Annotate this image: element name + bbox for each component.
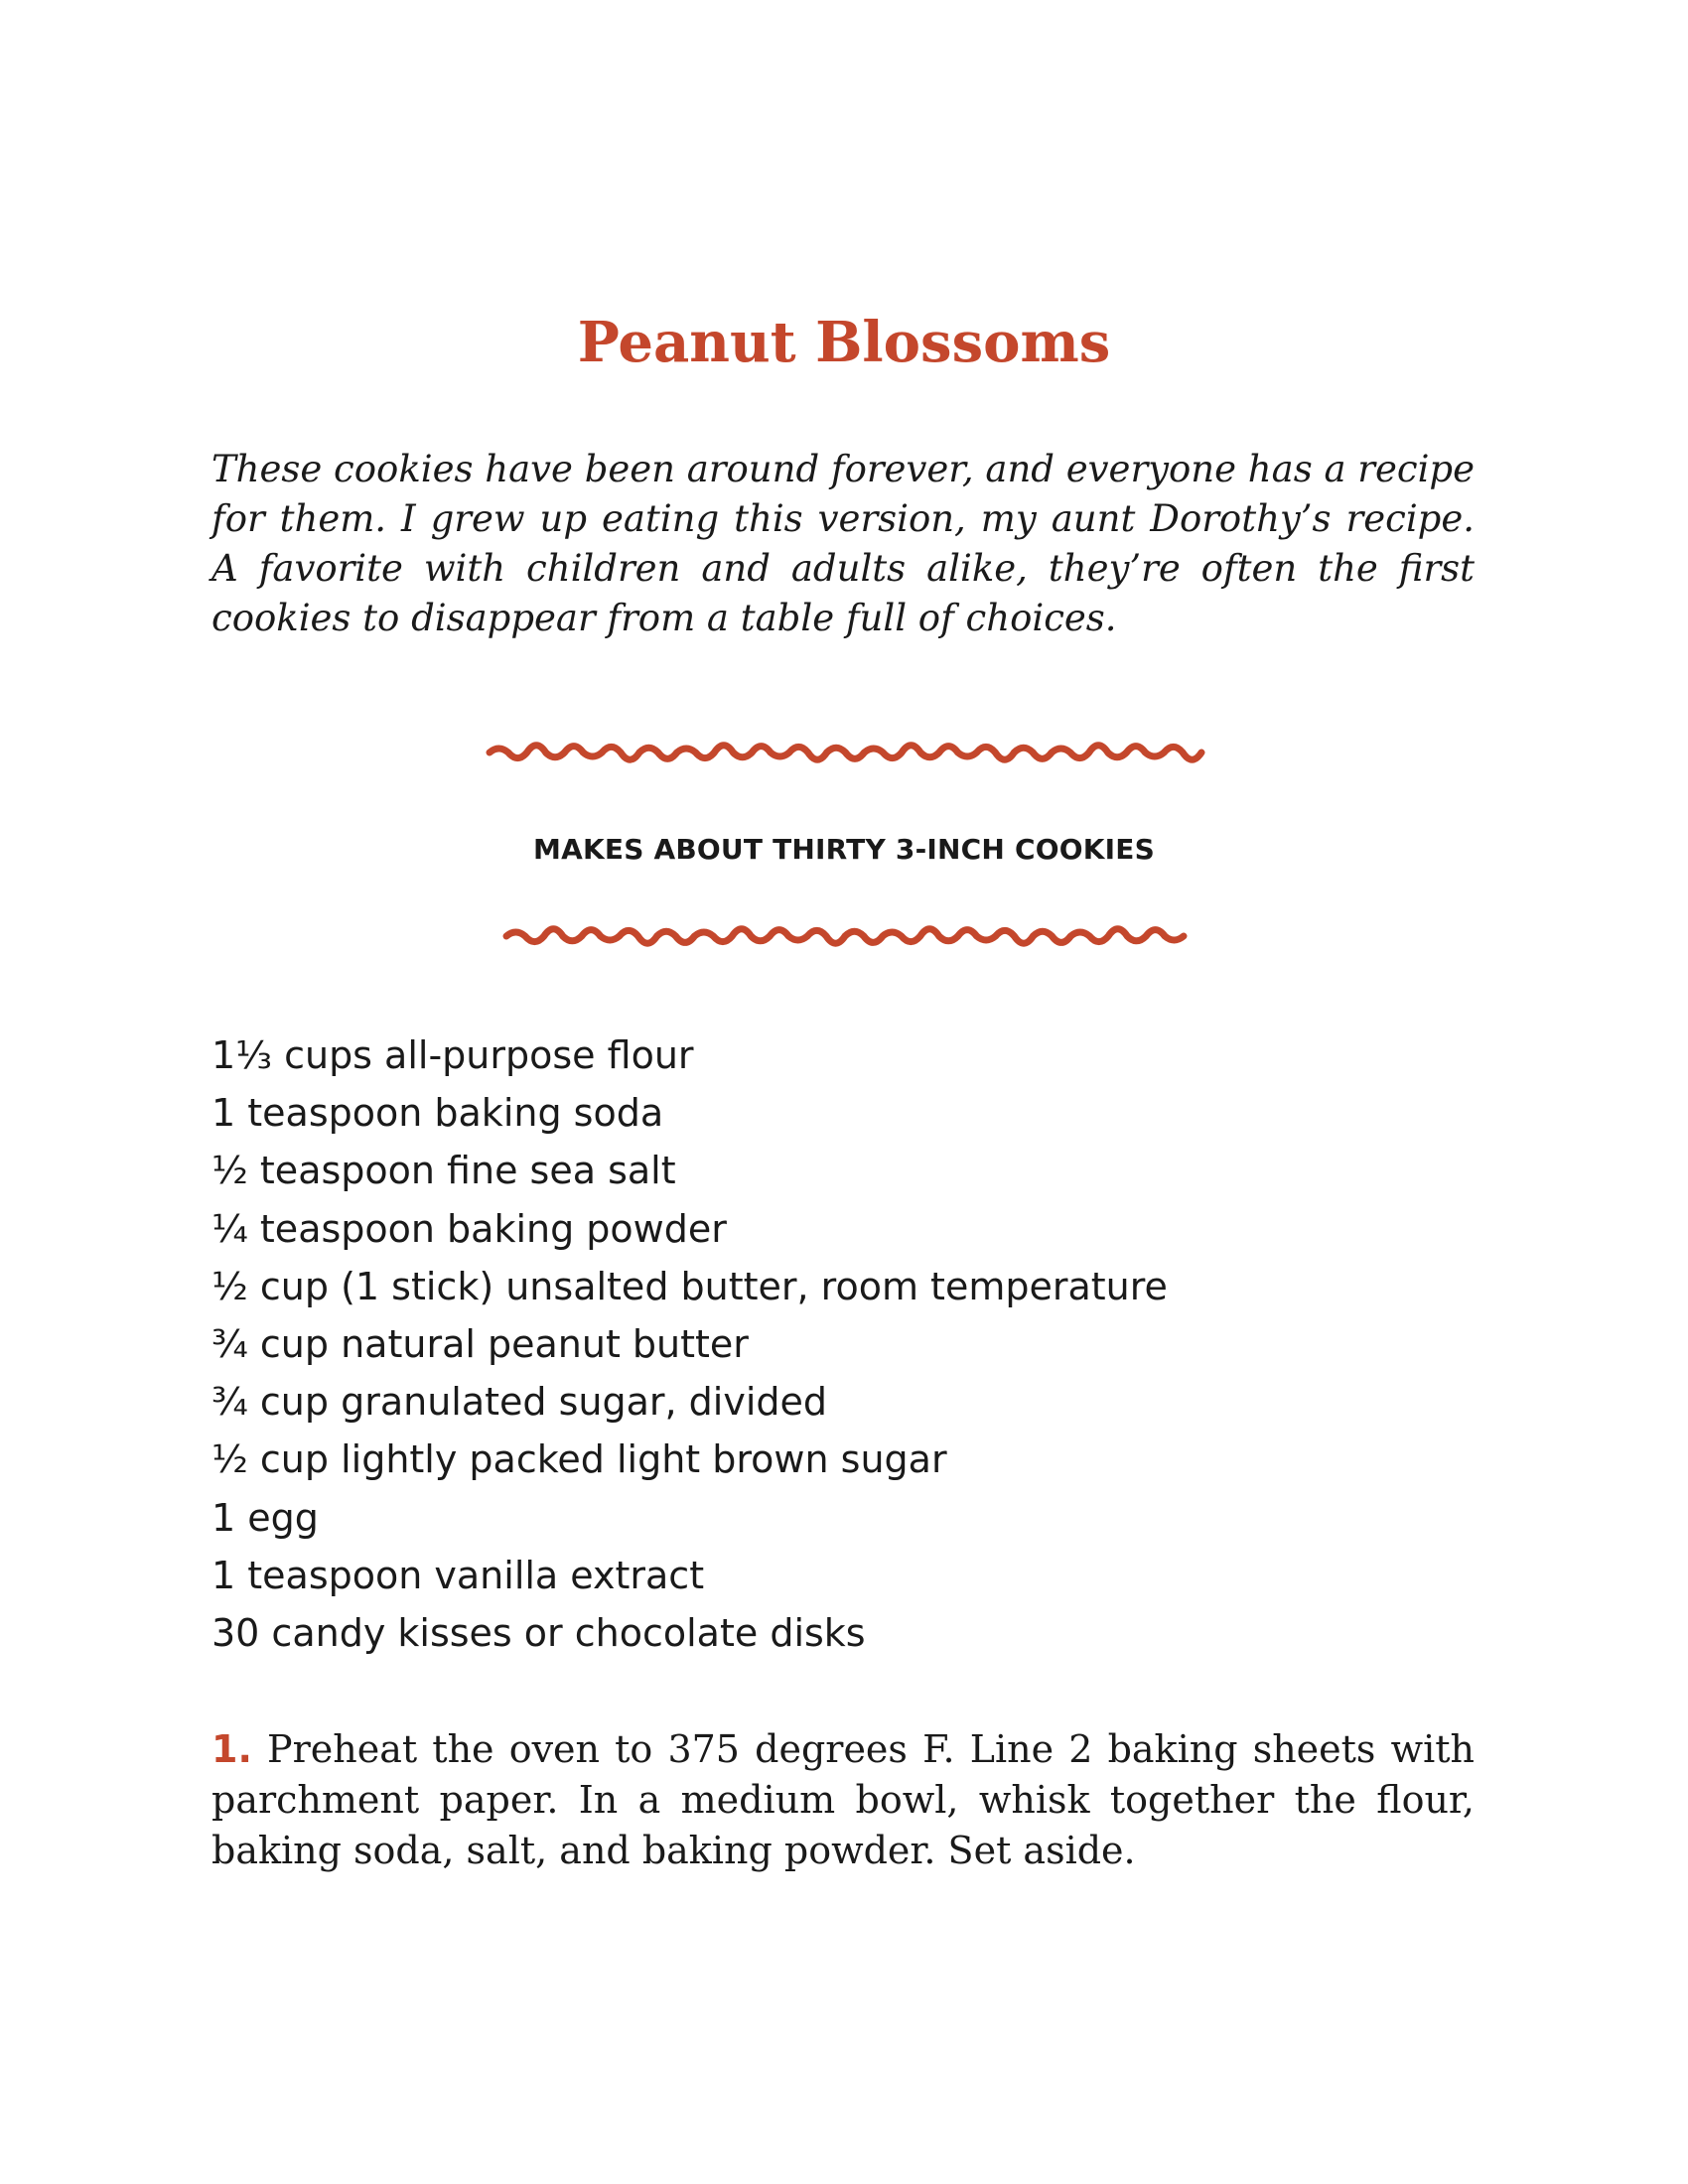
recipe-yield: MAKES ABOUT THIRTY 3-INCH COOKIES <box>533 833 1155 866</box>
ingredient-item: 30 candy kisses or chocolate disks <box>211 1611 866 1656</box>
squiggle-divider-icon <box>485 733 1206 772</box>
ingredient-item: 1 teaspoon vanilla extract <box>211 1553 705 1597</box>
ingredient-item: ¾ cup granulated sugar, divided <box>211 1380 828 1425</box>
step-number: 1. <box>211 1727 252 1771</box>
ingredient-item: ¾ cup natural peanut butter <box>211 1322 749 1367</box>
ingredient-list <box>211 1026 1475 1662</box>
step-text: Preheat the oven to 375 degrees F. Line 2 baking sheets with parchment paper. In a medium bowl, whisk together the flour, baking soda, salt, and baking powder. Set aside. <box>211 1727 1475 1872</box>
ingredient-item: 1 teaspoon baking soda <box>211 1091 664 1136</box>
recipe-title: Peanut Blossoms <box>577 310 1111 375</box>
ingredient-item: ½ cup (1 stick) unsalted butter, room temperature <box>211 1264 1168 1308</box>
ingredient-item: ¼ teaspoon baking powder <box>211 1206 727 1251</box>
instruction-step <box>211 1724 1475 1876</box>
ingredient-item: 1⅓ cups all-purpose flour <box>211 1033 694 1077</box>
ingredient-item: 1 egg <box>211 1495 319 1540</box>
squiggle-divider-icon <box>501 916 1189 956</box>
ingredient-item: ½ teaspoon fine sea salt <box>211 1149 676 1193</box>
recipe-intro: These cookies have been around forever, and everyone has a recipe for them. I grew up eating this version, my aunt Dorothy’s recipe. A favorite with children and adults alike, they’re often the first cookies to disappear from a table full of choices. <box>211 448 1475 639</box>
ingredient-item: ½ cup lightly packed light brown sugar <box>211 1437 947 1482</box>
